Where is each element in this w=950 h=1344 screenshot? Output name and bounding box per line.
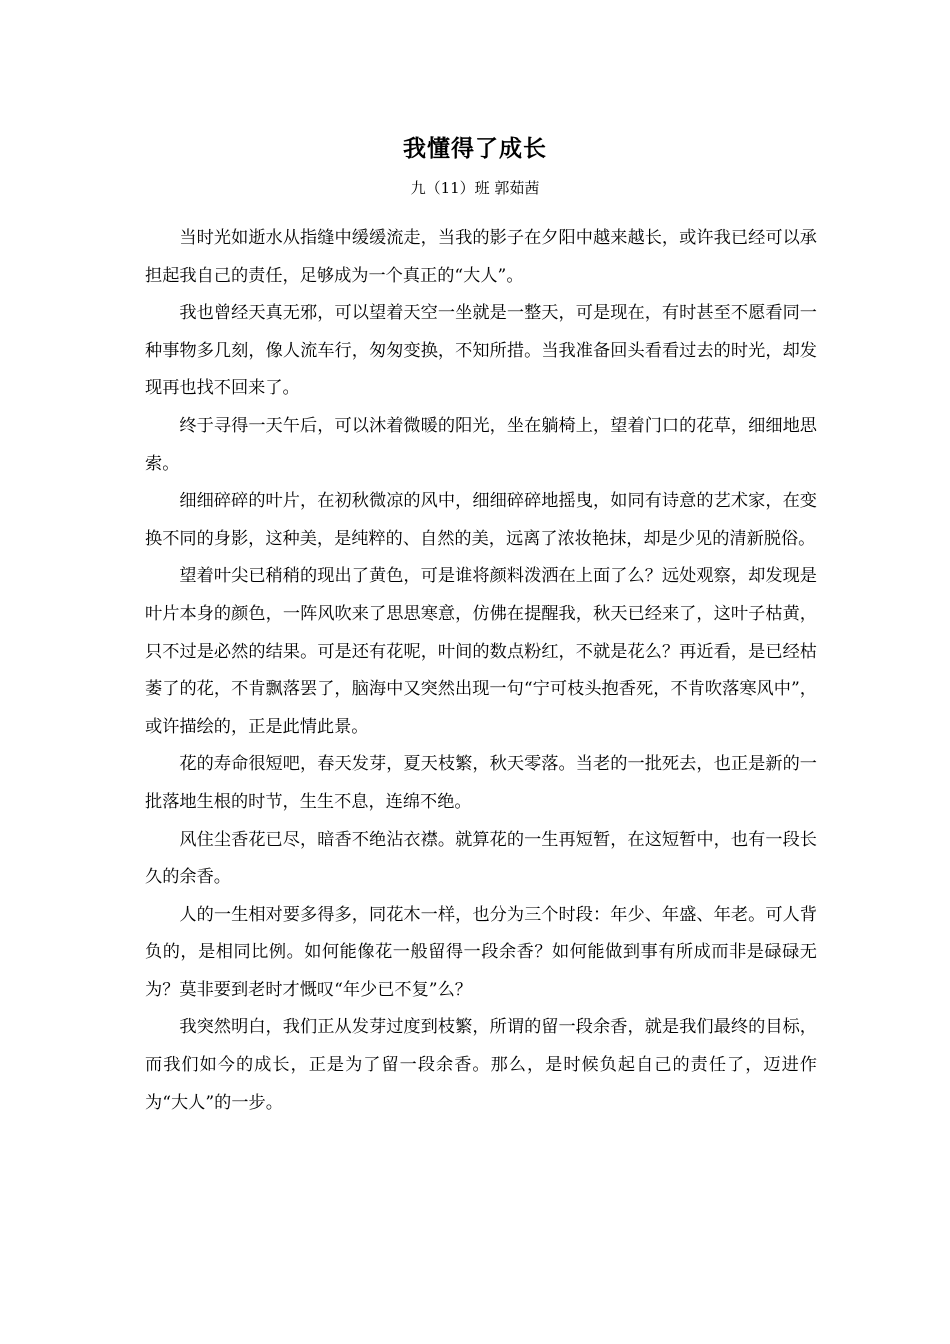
essay-body <box>145 220 817 1122</box>
paragraph: 细细碎碎的叶片，在初秋微凉的风中，细细碎碎地摇曳，如同有诗意的艺术家，在变换不同的身影，这种美，是纯粹的、自然的美，远离了浓妆艳抹，却是少见的清新脱俗。 <box>145 491 817 549</box>
paragraph: 风住尘香花已尽，暗香不绝沾衣襟。就算花的一生再短暂，在这短暂中，也有一段长久的余香。 <box>145 829 817 888</box>
document-title: 我懂得了成长 <box>403 136 547 162</box>
paragraph: 当时光如逝水从指缝中缓缓流走，当我的影子在夕阳中越来越长，或许我已经可以承担起我自己的责任，足够成为一个真正的“大人”。 <box>145 228 817 286</box>
paragraph: 我也曾经天真无邪，可以望着天空一坐就是一整天，可是现在，有时甚至不愿看同一种事物多几刻，像人流车行，匆匆变换，不知所措。当我准备回头看看过去的时光，却发现再也找不回来了。 <box>145 303 817 399</box>
author-line: 九（11）班 郭茹茜 <box>410 179 540 197</box>
paragraph: 望着叶尖已稍稍的现出了黄色，可是谁将颜料泼洒在上面了么？远处观察，却发现是叶片本身的颜色，一阵风吹来了思思寒意，仿佛在提醒我，秋天已经来了，这叶子枯黄，只不过是必然的结果。可是还有花呢，叶间的数点粉红，不就是花么？再近看，是已经枯萎了的花，不肯飘落罢了，脑海中又突然出现一句“宁可枝头抱香死，不肯吹落寒风中”，或许描绘的，正是此情此景。 <box>145 566 817 737</box>
paragraph: 终于寻得一天午后，可以沐着微暖的阳光，坐在躺椅上，望着门口的花草，细细地思索。 <box>145 415 817 474</box>
paragraph: 我突然明白，我们正从发芽过度到枝繁，所谓的留一段余香，就是我们最终的目标，而我们如今的成长，正是为了留一段余香。那么，是时候负起自己的责任了，迈进作为“大人”的一步。 <box>145 1017 817 1113</box>
paragraph: 人的一生相对要多得多，同花木一样，也分为三个时段：年少、年盛、年老。可人背负的，是相同比例。如何能像花一般留得一段余香？如何能做到事有所成而非是碌碌无为？莫非要到老时才慨叹“年少已不复”么？ <box>145 904 817 1000</box>
paragraph: 花的寿命很短吧，春天发芽，夏天枝繁，秋天零落。当老的一批死去，也正是新的一批落地生根的时节，生生不息，连绵不绝。 <box>145 754 817 812</box>
